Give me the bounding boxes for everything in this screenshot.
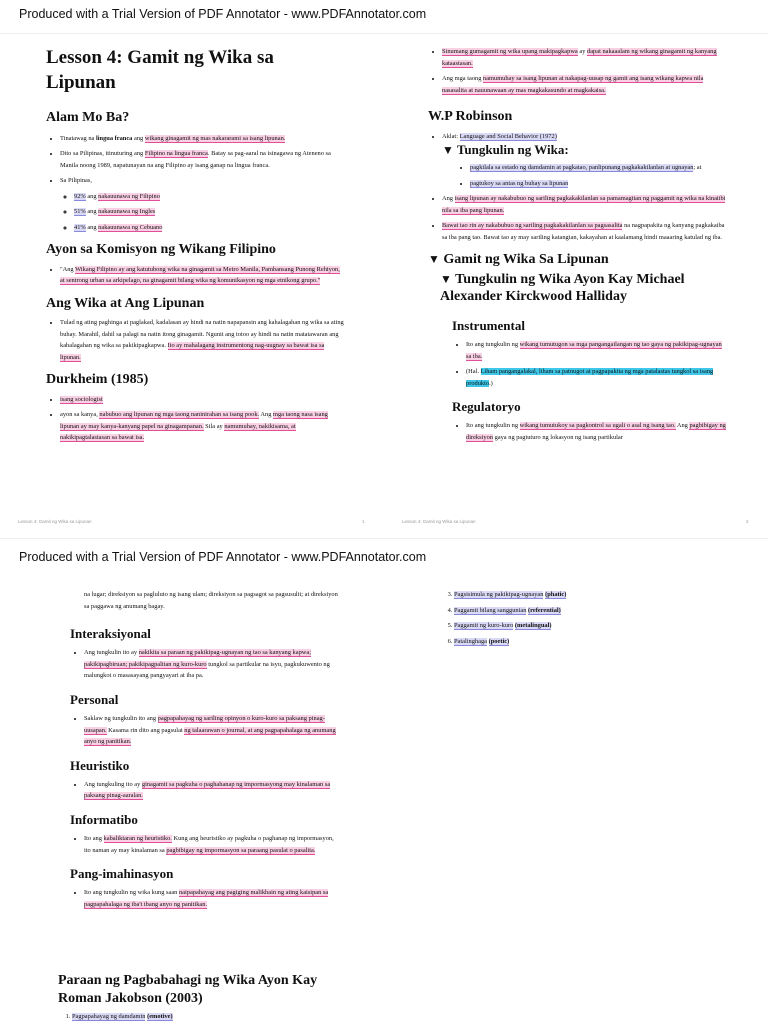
text: ; at (693, 164, 702, 172)
heading-text: Tungkulin ng Wika: (456, 142, 569, 157)
page-footer: Lesson 4: Gamit ng Wika sa Lipunan (402, 519, 476, 524)
text: Sa Pilipinas, (60, 177, 92, 185)
informatibo-heading: Informatibo (70, 811, 138, 827)
page-number: 1 (362, 519, 365, 524)
robinson-heading: W.P Robinson (428, 109, 513, 124)
highlight: wikang ginagamit ng mas nakararami sa isang lipunan. (144, 134, 286, 142)
text: ang (85, 192, 99, 200)
personal-list (70, 713, 340, 748)
tungkulin-heading (442, 142, 728, 158)
highlight: Paggamit ng kuro-kuro (454, 622, 514, 629)
alam-list (46, 133, 346, 234)
tungkulin-list (428, 162, 728, 189)
highlight: Liham pangangalakal, liham sa patnugot at pagpapakita ng mga patalastas tungkol sa isang produkto (466, 368, 714, 387)
highlight: Language and Social Behavior (1972) (459, 132, 557, 140)
triangle-down-icon[interactable]: ▼ (428, 252, 440, 267)
regulatoryo-heading: Regulatoryo (452, 399, 521, 414)
list-item (466, 366, 728, 389)
page-1-content (46, 46, 346, 448)
durkheim-heading: Durkheim (1985) (46, 372, 149, 388)
page-2-content (428, 46, 728, 447)
text: Ito ang tungkulin ng (466, 341, 520, 348)
list-item (84, 713, 340, 748)
highlight: wikang tumutukoy sa pagkontrol sa ugali o asal ng isang tao. (519, 422, 676, 430)
highlight: Paggamit bilang sanggunian (454, 606, 527, 614)
text: ang (132, 134, 145, 142)
text: gaya ng pagtuturo ng lokasyon ng isang partikular (492, 433, 623, 441)
highlight: Ito ay mahalagang instrumentong nag-uugnay sa bawat isa sa lipunan. (60, 342, 325, 361)
interaksiyonal-heading: Interaksiyonal (70, 626, 151, 641)
list-item (60, 409, 346, 444)
lesson-title: Lesson 4: Gamit ng Wika sa Lipunan (46, 47, 274, 93)
highlight: Bawat tao rin ay nakabubuo ng sariling pagkakakilanlan sa pagsasalita (442, 222, 623, 230)
gamit-heading (428, 251, 728, 269)
imahinasyon-heading: Pang-imahinasyon (70, 866, 174, 881)
page-footer: Lesson 4: Gamit ng Wika sa Lipunan (18, 519, 92, 524)
robinson-list-2 (428, 193, 728, 243)
text: Ito ang (84, 835, 104, 842)
text: Ang tungkulin ito ay (84, 649, 139, 657)
jakobson-list (58, 1011, 348, 1023)
highlight: kabaliktaran ng heuristiko. (103, 835, 172, 842)
highlight: Wikang Filipino ay ang katutubong wika na ginagamit sa Metro Manila, Pambansang Punong Rehiyon, at sentrong urban sa arkipelago, na ginagamit bilang wika ng komunikasyon ng mga etnikong grupo." (60, 265, 340, 285)
list-item (74, 222, 346, 234)
list-item (60, 317, 346, 363)
text: Aklat: (442, 132, 460, 140)
bold-text: (phatic) (545, 591, 567, 598)
list-item (84, 779, 340, 802)
text: .) (489, 379, 493, 387)
list-item (466, 339, 728, 362)
highlight: wikang tumutugon sa mga pangangailangan ng tao gaya ng pakikipag-ugnayan sa iba. (466, 341, 722, 360)
bold-text: lingua franca (95, 134, 133, 142)
highlight: nakauunawa ng Cebuano (98, 223, 163, 231)
bold-text: (emotive) (147, 1013, 173, 1020)
komisyon-list (46, 264, 346, 287)
list-item (72, 1011, 348, 1023)
highlight: nakauunawa ng Ingles (98, 208, 156, 216)
list-item (442, 46, 728, 69)
text: Kasama rin dito ang pagsulat (106, 726, 185, 734)
list-item (454, 620, 740, 632)
text: Tinatawag na (60, 134, 96, 142)
text: ayon sa kanya, (60, 411, 100, 419)
list-item (466, 420, 728, 443)
interaksiyonal-list (70, 647, 340, 682)
highlight: isang lipunan ay nakabubuo ng sariling pagkakakilanlan sa pamamagitan ng paggamit ng wika na kinaiibi nila sa iba pang lipunan. (442, 195, 726, 214)
list-item (454, 589, 740, 601)
text: (Hal. (466, 368, 481, 375)
text: Saklaw ng tungkulin ito ang (84, 715, 158, 722)
heuristiko-heading: Heuristiko (70, 757, 130, 773)
list-item (60, 133, 346, 145)
highlight: 51% (74, 208, 86, 216)
highlight: Pagpapahayag ng damdamin (72, 1013, 146, 1020)
heading-text: Gamit ng Wika Sa Lipunan (443, 252, 609, 268)
halliday-heading (440, 271, 728, 306)
list-item (470, 178, 728, 190)
instrumental-heading: Instrumental (452, 317, 525, 333)
jakobson-section (58, 972, 348, 1027)
highlight: Filipino na lingua franca (144, 150, 208, 158)
text: na nagpapakita ng kanyang pagkakaiba sa iba pang tao. Bawat tao ay may sariling katangian, kakayahan at kaalamang hindi maaaring katulad ng iba. (442, 222, 725, 241)
imahinasyon-list (70, 887, 340, 910)
text: Ang (442, 195, 455, 203)
text: Ang mga taong (442, 75, 483, 82)
highlight: Pagsisimula ng pakikipag-ugnayan (454, 591, 544, 598)
highlight: Sinumang gumagamit ng wika upang makipagkapwa (442, 48, 578, 55)
highlight: nakikita sa paraan ng pakikipag-ugnayan ng tao sa kanyang kapwa; pakikipagbiruan; pakikipagpalitan ng kuro-kuro (84, 649, 311, 668)
highlight: 92% (74, 192, 86, 200)
highlight: pagkilala sa estado ng damdamin at pagkatao, panlipunang pagkakakilanlan at ugnayan (470, 164, 694, 172)
komisyon-heading: Ayon sa Komisyon ng Wikang Filipino (46, 242, 276, 258)
list-item (84, 647, 340, 682)
text: Ang (675, 422, 690, 430)
text: Dito sa Pilipinas, itinuturing ang (60, 150, 145, 158)
text: Sila ay (203, 422, 225, 430)
list-item (442, 131, 728, 143)
informatibo-list (70, 833, 340, 856)
page-4-content (440, 589, 740, 651)
highlight: pagbibigay ng impormasyon sa paraang pasulat o pasalita. (166, 846, 316, 854)
highlight: ginagamit sa pagkuha o paghahanap ng impormasyong may kinalaman sa paksang pinag-aaralan. (84, 780, 331, 800)
list-item (84, 833, 340, 856)
highlight: pagbibigay ng direksiyon (466, 422, 726, 441)
list-item (74, 191, 346, 203)
highlight: 41% (74, 223, 86, 231)
heading-text: Tungkulin ng Wika Ayon Kay Michael Alexander Kirckwood Halliday (440, 271, 685, 305)
intro-list (428, 46, 728, 96)
trial-banner-top: Produced with a Trial Version of PDF Annotator - www.PDFAnnotator.com (19, 7, 427, 21)
text: . Batay sa pag-aaral na isinagawa ng Ateneno sa Manila noong 1989, napatunayan na ang Filipino ay isang ganap na lingua franca. (60, 150, 331, 169)
triangle-down-icon[interactable]: ▼ (442, 143, 454, 157)
list-item (454, 636, 740, 648)
text: ang (85, 208, 99, 216)
bold-text: (referential) (528, 606, 561, 614)
list-item (60, 264, 346, 287)
jakobson-list-cont (440, 589, 740, 647)
text: Ang (259, 411, 273, 419)
text: "Ang (60, 265, 76, 273)
page-number: 2 (746, 519, 749, 524)
text: Tulad ng ating paghinga at paglakad, kadalasan ay hindi na natin napapansin ang kahalagahan ng wika sa ating buhay. Marahil, dahil sa palagi na natin itong ginagamit. Ngunit ang totoo ay hindi na natin matatawaran ang kahalagahan ng wika sa pakikipagkapwa. (60, 319, 344, 350)
triangle-down-icon[interactable]: ▼ (440, 271, 452, 286)
wika-heading: Ang Wika at Ang Lipunan (46, 295, 205, 311)
list-item (60, 394, 346, 406)
divider (0, 33, 768, 34)
heuristiko-list (70, 779, 340, 802)
list-item (442, 220, 728, 243)
highlight: dapat nakaaalam ng wikang ginagamit ng kanyang kataastasan. (442, 48, 717, 67)
highlight: nakauunawa ng Filipino (98, 192, 160, 200)
list-item (470, 162, 728, 174)
text: ay (577, 48, 588, 55)
text: tungkol sa partikular na isyu, pagkukuwento ng malungkot o masasayang pangyayari at iba pa. (84, 660, 330, 680)
trial-banner-bottom: Produced with a Trial Version of PDF Annotator - www.PDFAnnotator.com (19, 550, 427, 564)
regulatoryo-list (428, 420, 728, 443)
robinson-list (428, 131, 728, 143)
highlight: pagtukoy sa antas ng buhay sa lipunan (470, 179, 569, 187)
highlight: naipapahayag ang pagiging malikhain ng ating kaisipan sa pagpapahalaga ng iba't ibang anyo ng panitikan. (84, 889, 329, 908)
list-item (454, 605, 740, 617)
highlight: isang sociologist (60, 395, 103, 403)
text: Kung ang heuristiko ay pagkuha o paghanap ng impormasyon, ito naman ay may kinalaman sa (84, 835, 334, 854)
durkheim-list (46, 394, 346, 444)
text: Ito ang tungkulin ng wika kung saan (84, 889, 179, 897)
continued-text: na lugar; direksiyon sa pagluluto ng isang ulam; direksiyon sa pagsagot sa pagsusulit; at direksiyon sa paggawa ng anumang bagay. (84, 591, 338, 610)
jakobson-heading: Paraan ng Pagbabahagi ng Wika Ayon Kay Roman Jakobson (2003) (58, 973, 318, 1006)
bold-text: (metalingual) (514, 622, 552, 629)
list-item (84, 887, 340, 910)
list-item (74, 206, 346, 218)
highlight: pagpapahayag ng sariling opinyon o kuro-kuro sa paksang pinag-uusapan. (84, 715, 325, 734)
highlight: nabubuo ang lipunan ng mga taong naninirahan sa isang pook. (99, 411, 260, 419)
text: ang (85, 223, 99, 231)
list-item (442, 193, 728, 216)
highlight: ng talaarawan o journal, at ang pagpapahalaga ng anumang anyo ng panitikan. (84, 726, 336, 745)
list-item (60, 148, 346, 171)
personal-heading: Personal (70, 691, 119, 707)
highlight: mga taong nasa isang lipunan ay may kanya-kanyang papel na ginagampanan. (60, 411, 328, 430)
list-item (442, 73, 728, 96)
page-3-content (70, 589, 340, 914)
wika-list (46, 317, 346, 363)
bold-text: (poetic) (488, 637, 510, 645)
highlight: namumuhay, nakikisama, at nakikipagtalastasan sa bawat isa. (60, 422, 296, 442)
highlight: namumuhay sa isang lipunan at nakapag-uusap ng gamit ang isang wikang kapwa nila nasasalita at nauunawaan ay mas magkakasundo at magkakaisa. (442, 75, 704, 94)
text: Ang tungkuling ito ay (84, 780, 142, 788)
divider (0, 538, 768, 539)
list-item (60, 175, 346, 187)
instrumental-list (428, 339, 728, 389)
highlight: Patalinghaga (454, 637, 488, 645)
alam-heading: Alam Mo Ba? (46, 110, 130, 126)
text: Ito ang tungkulin ng (466, 422, 520, 430)
